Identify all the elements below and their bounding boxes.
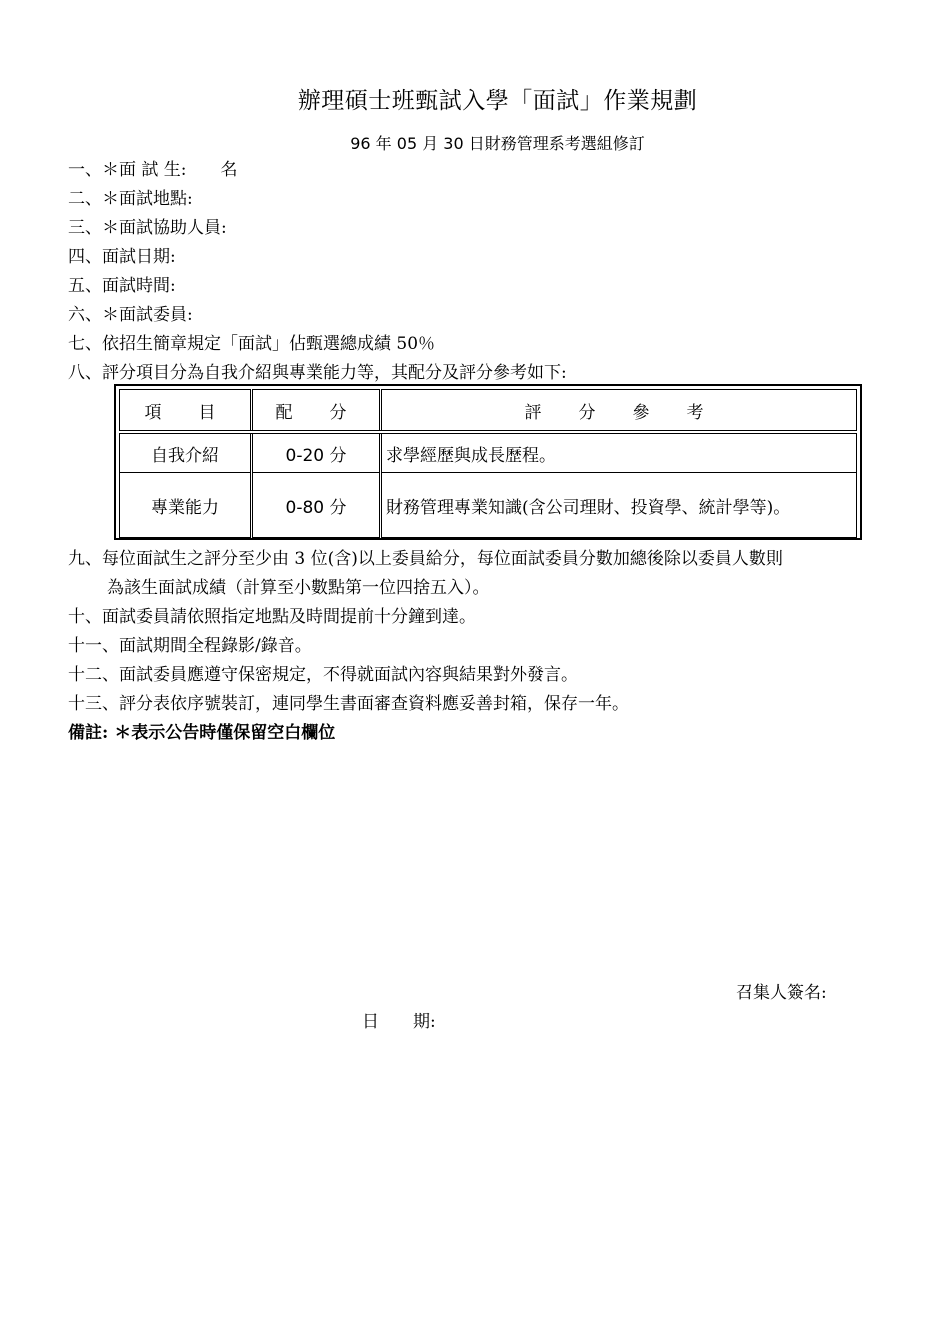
item-7-weight: 七、依招生簡章規定「面試」佔甄選總成績 50％ bbox=[68, 334, 436, 354]
item-2-location: 二、＊面試地點: bbox=[68, 189, 193, 209]
remark-note: 備註: ＊表示公告時僅保留空白欄位 bbox=[68, 723, 336, 743]
table-header-row bbox=[120, 390, 857, 433]
table-row bbox=[120, 473, 857, 538]
item-4-date: 四、面試日期: bbox=[68, 247, 176, 267]
item-6-committee: 六、＊面試委員: bbox=[68, 305, 193, 325]
item-10-arrival: 十、面試委員請依照指定地點及時間提前十分鐘到達。 bbox=[68, 607, 476, 627]
header-reference: 評 分 參 考 bbox=[381, 390, 857, 433]
document-title: 辦理碩士班甄試入學「面試」作業規劃 bbox=[297, 88, 698, 114]
item-list bbox=[68, 156, 888, 388]
document-subtitle: 96 年 05 月 30 日財務管理系考選組修訂 bbox=[350, 134, 645, 153]
header-score: 配 分 bbox=[252, 390, 381, 433]
scoring-table bbox=[119, 389, 857, 538]
item-13-archiving: 十三、評分表依序號裝訂，連同學生書面審查資料應妥善封箱，保存一年。 bbox=[68, 694, 629, 714]
item-9-scoring-method: 九、每位面試生之評分至少由 3 位(含)以上委員給分，每位面試委員分數加總後除以委員人數則 bbox=[68, 549, 783, 569]
table-row bbox=[120, 432, 857, 473]
item-5-time: 五、面試時間: bbox=[68, 276, 176, 296]
item-11-recording: 十一、面試期間全程錄影/錄音。 bbox=[68, 636, 312, 656]
item-12-confidentiality: 十二、面試委員應遵守保密規定，不得就面試內容與結果對外發言。 bbox=[68, 665, 578, 685]
item-1-interviewee: 一、＊面 試 生: 名 bbox=[68, 160, 238, 180]
convener-signature-label: 召集人簽名: bbox=[736, 983, 827, 1003]
cell-score: 0-80 分 bbox=[252, 473, 381, 538]
date-label: 日 期: bbox=[362, 1012, 436, 1032]
cell-item: 自我介紹 bbox=[120, 432, 252, 473]
cell-reference: 求學經歷與成長歷程。 bbox=[381, 432, 857, 473]
cell-item: 專業能力 bbox=[120, 473, 252, 538]
scoring-table-frame bbox=[114, 384, 862, 540]
cell-reference: 財務管理專業知識(含公司理財、投資學、統計學等)。 bbox=[381, 473, 857, 538]
cell-score: 0-20 分 bbox=[252, 432, 381, 473]
header-item: 項 目 bbox=[120, 390, 252, 433]
item-list-continued bbox=[68, 545, 898, 748]
item-3-assistants: 三、＊面試協助人員: bbox=[68, 218, 227, 238]
item-9-continuation: 為該生面試成績（計算至小數點第一位四捨五入）。 bbox=[107, 578, 490, 598]
item-8-scoring: 八、評分項目分為自我介紹與專業能力等，其配分及評分參考如下: bbox=[68, 363, 567, 383]
